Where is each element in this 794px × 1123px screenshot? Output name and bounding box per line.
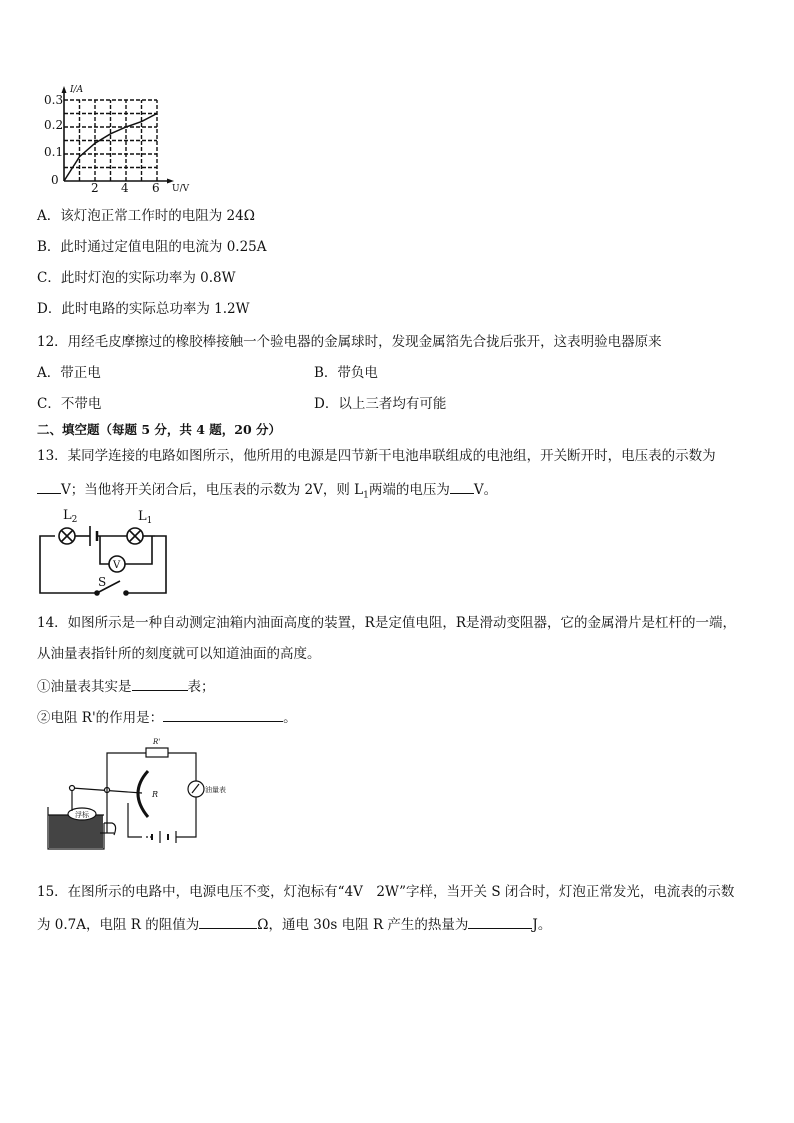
section-title: 二、填空题（每题 5 分，共 4 题，20 分） [37,422,282,437]
q12-option-c: C．不带电 [37,396,102,412]
label-v: V [113,560,121,571]
q14-sub1 [37,676,215,696]
q14-apparatus [0,735,794,855]
x-tick-label: 6 [152,181,160,195]
q15-line2 [37,914,551,934]
origin-label: 0 [51,173,59,187]
y-axis-arrow [62,86,67,93]
answer-blank[interactable] [132,676,188,691]
label-meter: 油量表 [205,786,226,794]
resistor-r-prime [146,748,168,757]
answer-blank[interactable] [199,914,257,929]
q13-text-b: 两端的电压为 [368,482,450,498]
label-r-prime: R' [153,738,161,746]
label-l2: $L_2$ [63,508,78,525]
q15-text-b: Ω，通电 30s 电阻 R 产生的热量为 [257,917,469,933]
q12-option-d: D．以上三者均有可能 [314,396,447,412]
q14-sub1-text-a: ①油量表其实是 [37,679,132,695]
q11-option-c: C．此时灯泡的实际功率为 0.8W [37,270,236,286]
q15-text-c: J。 [532,917,552,933]
q11-option-a: A．该灯泡正常工作时的电阻为 24Ω [37,208,255,224]
oil-meter [188,781,204,797]
answer-blank[interactable] [468,914,532,929]
answer-blank[interactable] [450,479,474,494]
answer-blank[interactable] [163,707,283,722]
q15-text-a: 为 0.7A，电阻 R 的阻值为 [37,917,200,933]
rheostat-r [138,771,148,817]
q13-text-c: V。 [473,482,498,498]
q11-option-b: B．此时通过定值电阻的电流为 0.25A [37,239,267,255]
x-axis-label: U/V [172,184,190,194]
q11-option-d: D．此时电路的实际总功率为 1.2W [37,301,250,317]
iu-graph [0,0,794,200]
label-float: 浮标 [75,811,89,819]
q14-sub2-text-a: ②电阻 R'的作用是： [37,710,164,726]
graph-grid [64,100,157,181]
x-tick-label: 4 [121,181,129,195]
q12-stem: 12．用经毛皮摩擦过的橡胶棒接触一个验电器的金属球时，发现金属箔先合拢后张开，这表明验电器原来 [37,334,662,350]
y-tick-label: 0.2 [44,118,64,132]
q14-line1: 14．如图所示是一种自动测定油箱内油面高度的装置，R是定值电阻，R是滑动变阻器，它的金属滑片是杠杆的一端， [37,615,737,631]
q13-text-a: V；当他将开关闭合后，电压表的示数为 2V，则 L [61,482,364,498]
y-axis-label: I/A [70,85,84,95]
label-l1: $L_1$ [138,509,153,526]
q12-option-a: A．带正电 [37,365,101,381]
q14-sub2 [37,707,297,727]
label-r: R [152,790,159,799]
answer-blank[interactable] [37,479,61,494]
q13-line1: 13．某同学连接的电路如图所示，他所用的电源是四节新干电池串联组成的电池组，开关断开时，电压表的示数为 [37,448,716,464]
label-s: S [98,575,107,589]
q14-sub2-text-b: 。 [283,710,297,726]
q12-option-b: B．带负电 [314,365,378,381]
q14-line2: 从油量表指针所的刻度就可以知道油面的高度。 [37,646,321,662]
q15-line1: 15．在图所示的电路中，电源电压不变，灯泡标有“4V 2W”字样，当开关 S 闭合时，灯泡正常发光，电流表的示数 [37,884,735,900]
x-tick-label: 2 [91,181,99,195]
q14-sub1-text-b: 表； [187,679,215,695]
x-axis-arrow [167,179,174,184]
q13-circuit [0,500,794,600]
y-tick-label: 0.3 [44,93,64,107]
q13-sub: 1 [363,490,369,501]
y-tick-label: 0.1 [44,145,64,159]
